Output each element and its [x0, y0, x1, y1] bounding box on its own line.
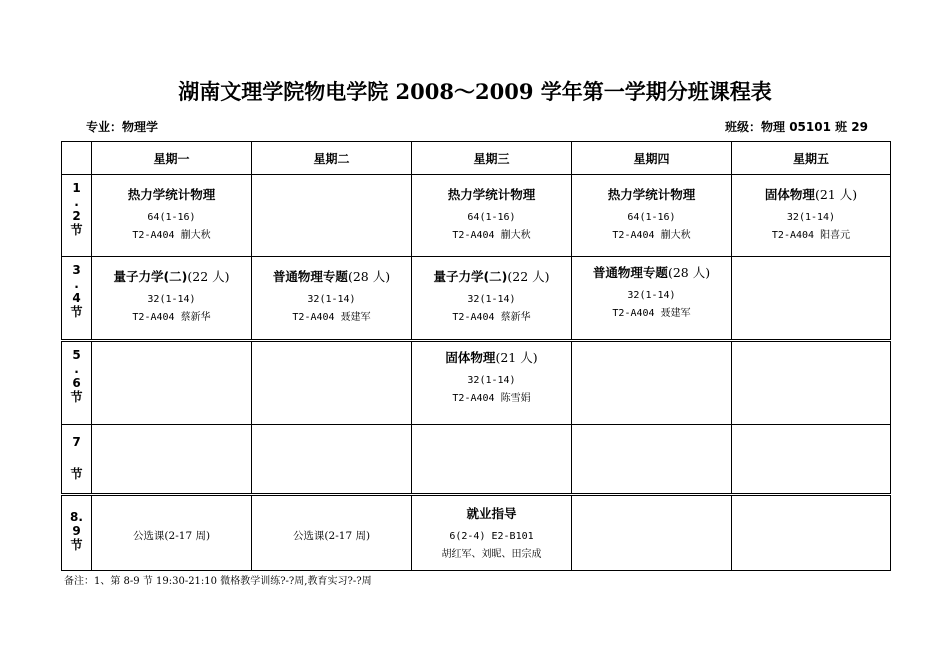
major-label: 专业：物理学 [86, 120, 159, 134]
course-room-teacher: T2-A404 蔡新华 [132, 312, 211, 323]
period-label: 1 . 2 节 [62, 175, 92, 257]
course-hours: 32(1-14) [147, 294, 196, 305]
course-name: 热力学统计物理 [447, 187, 536, 202]
course-cell [412, 175, 572, 257]
period-label: 8. 9 节 [62, 495, 92, 571]
class-label: 班级：物理 05101 班 29 [725, 120, 868, 134]
course-count: (22 人) [187, 269, 230, 284]
period-label: 7 节 [62, 425, 92, 495]
empty-cell [572, 425, 732, 495]
course-hours: 32(1-14) [786, 212, 836, 223]
course-cell [252, 257, 412, 341]
course-name: 普通物理专题 [272, 269, 348, 284]
empty-cell [412, 425, 572, 495]
empty-cell [732, 425, 891, 495]
course-cell [412, 495, 572, 571]
empty-cell [252, 175, 412, 257]
course-cell [732, 175, 891, 257]
elective-cell [252, 495, 412, 571]
course-cell [412, 257, 572, 341]
course-hours: 64(1-16) [467, 212, 516, 223]
course-hours: 6(2-4) E2-B101 [449, 531, 534, 542]
footnote: 备注：1、第 8-9 节 19:30-21:10 微格教学训练?-?周,教育实习?-?周 [64, 576, 372, 587]
corner-cell [62, 142, 92, 175]
empty-cell [732, 341, 891, 425]
day-header-wed: 星期三 [412, 142, 572, 175]
table-row [62, 175, 891, 257]
course-cell [572, 175, 732, 257]
table-row [62, 341, 891, 425]
day-header-tue: 星期二 [252, 142, 412, 175]
course-room-teacher: T2-A404 蒯大秋 [452, 230, 531, 241]
course-room-teacher: T2-A404 聂建军 [292, 312, 371, 323]
course-name: 量子力学(二) [433, 269, 508, 284]
period-label: 5 . 6 节 [62, 341, 92, 425]
course-name: 热力学统计物理 [607, 187, 696, 202]
empty-cell [572, 495, 732, 571]
course-count: (28 人) [667, 265, 711, 280]
course-count: (21 人) [814, 187, 858, 202]
course-cell [412, 341, 572, 425]
table-row [62, 495, 891, 571]
course-cell [572, 257, 732, 341]
header-row [62, 142, 891, 175]
course-hours: 32(1-14) [307, 294, 356, 305]
day-header-thu: 星期四 [572, 142, 732, 175]
empty-cell [732, 495, 891, 571]
empty-cell [732, 257, 891, 341]
course-room-teacher: T2-A404 蔡新华 [452, 312, 531, 323]
course-room-teacher: T2-A404 聂建军 [612, 308, 691, 319]
course-count: (28 人) [347, 269, 391, 284]
course-hours: 64(1-16) [627, 212, 676, 223]
schedule-table [61, 141, 891, 571]
course-room-teacher: T2-A404 陈雪娟 [452, 393, 531, 404]
course-hours: 64(1-16) [147, 212, 196, 223]
table-row [62, 257, 891, 341]
course-name: 普通物理专题 [592, 265, 668, 280]
empty-cell [572, 341, 732, 425]
period-label: 3 . 4 节 [62, 257, 92, 341]
course-cell [92, 257, 252, 341]
course-hours: 32(1-14) [467, 375, 516, 386]
course-count: (21 人) [495, 350, 538, 365]
course-room-teacher: T2-A404 阳喜元 [771, 230, 851, 241]
course-name: 量子力学(二) [113, 269, 188, 284]
course-room-teacher: T2-A404 蒯大秋 [132, 230, 211, 241]
course-room-teacher: T2-A404 蒯大秋 [612, 230, 691, 241]
empty-cell [92, 341, 252, 425]
empty-cell [92, 425, 252, 495]
course-name: 固体物理 [764, 187, 815, 202]
elective-text: 公选课(2-17 周) [292, 530, 371, 542]
day-header-mon: 星期一 [92, 142, 252, 175]
course-count: (22 人) [507, 269, 550, 284]
course-teachers: 胡红军、刘昵、田宗成 [441, 549, 542, 560]
table-row [62, 425, 891, 495]
course-name: 就业指导 [466, 506, 517, 521]
course-cell [92, 175, 252, 257]
course-name: 固体物理 [445, 350, 496, 365]
empty-cell [252, 341, 412, 425]
course-name: 热力学统计物理 [127, 187, 216, 202]
empty-cell [252, 425, 412, 495]
elective-text: 公选课(2-17 周) [132, 530, 211, 542]
day-header-fri: 星期五 [732, 142, 891, 175]
page-title: 湖南文理学院物电学院 2008～2009 学年第一学期分班课程表 [178, 79, 772, 104]
elective-cell [92, 495, 252, 571]
course-hours: 32(1-14) [467, 294, 516, 305]
course-hours: 32(1-14) [627, 290, 676, 301]
